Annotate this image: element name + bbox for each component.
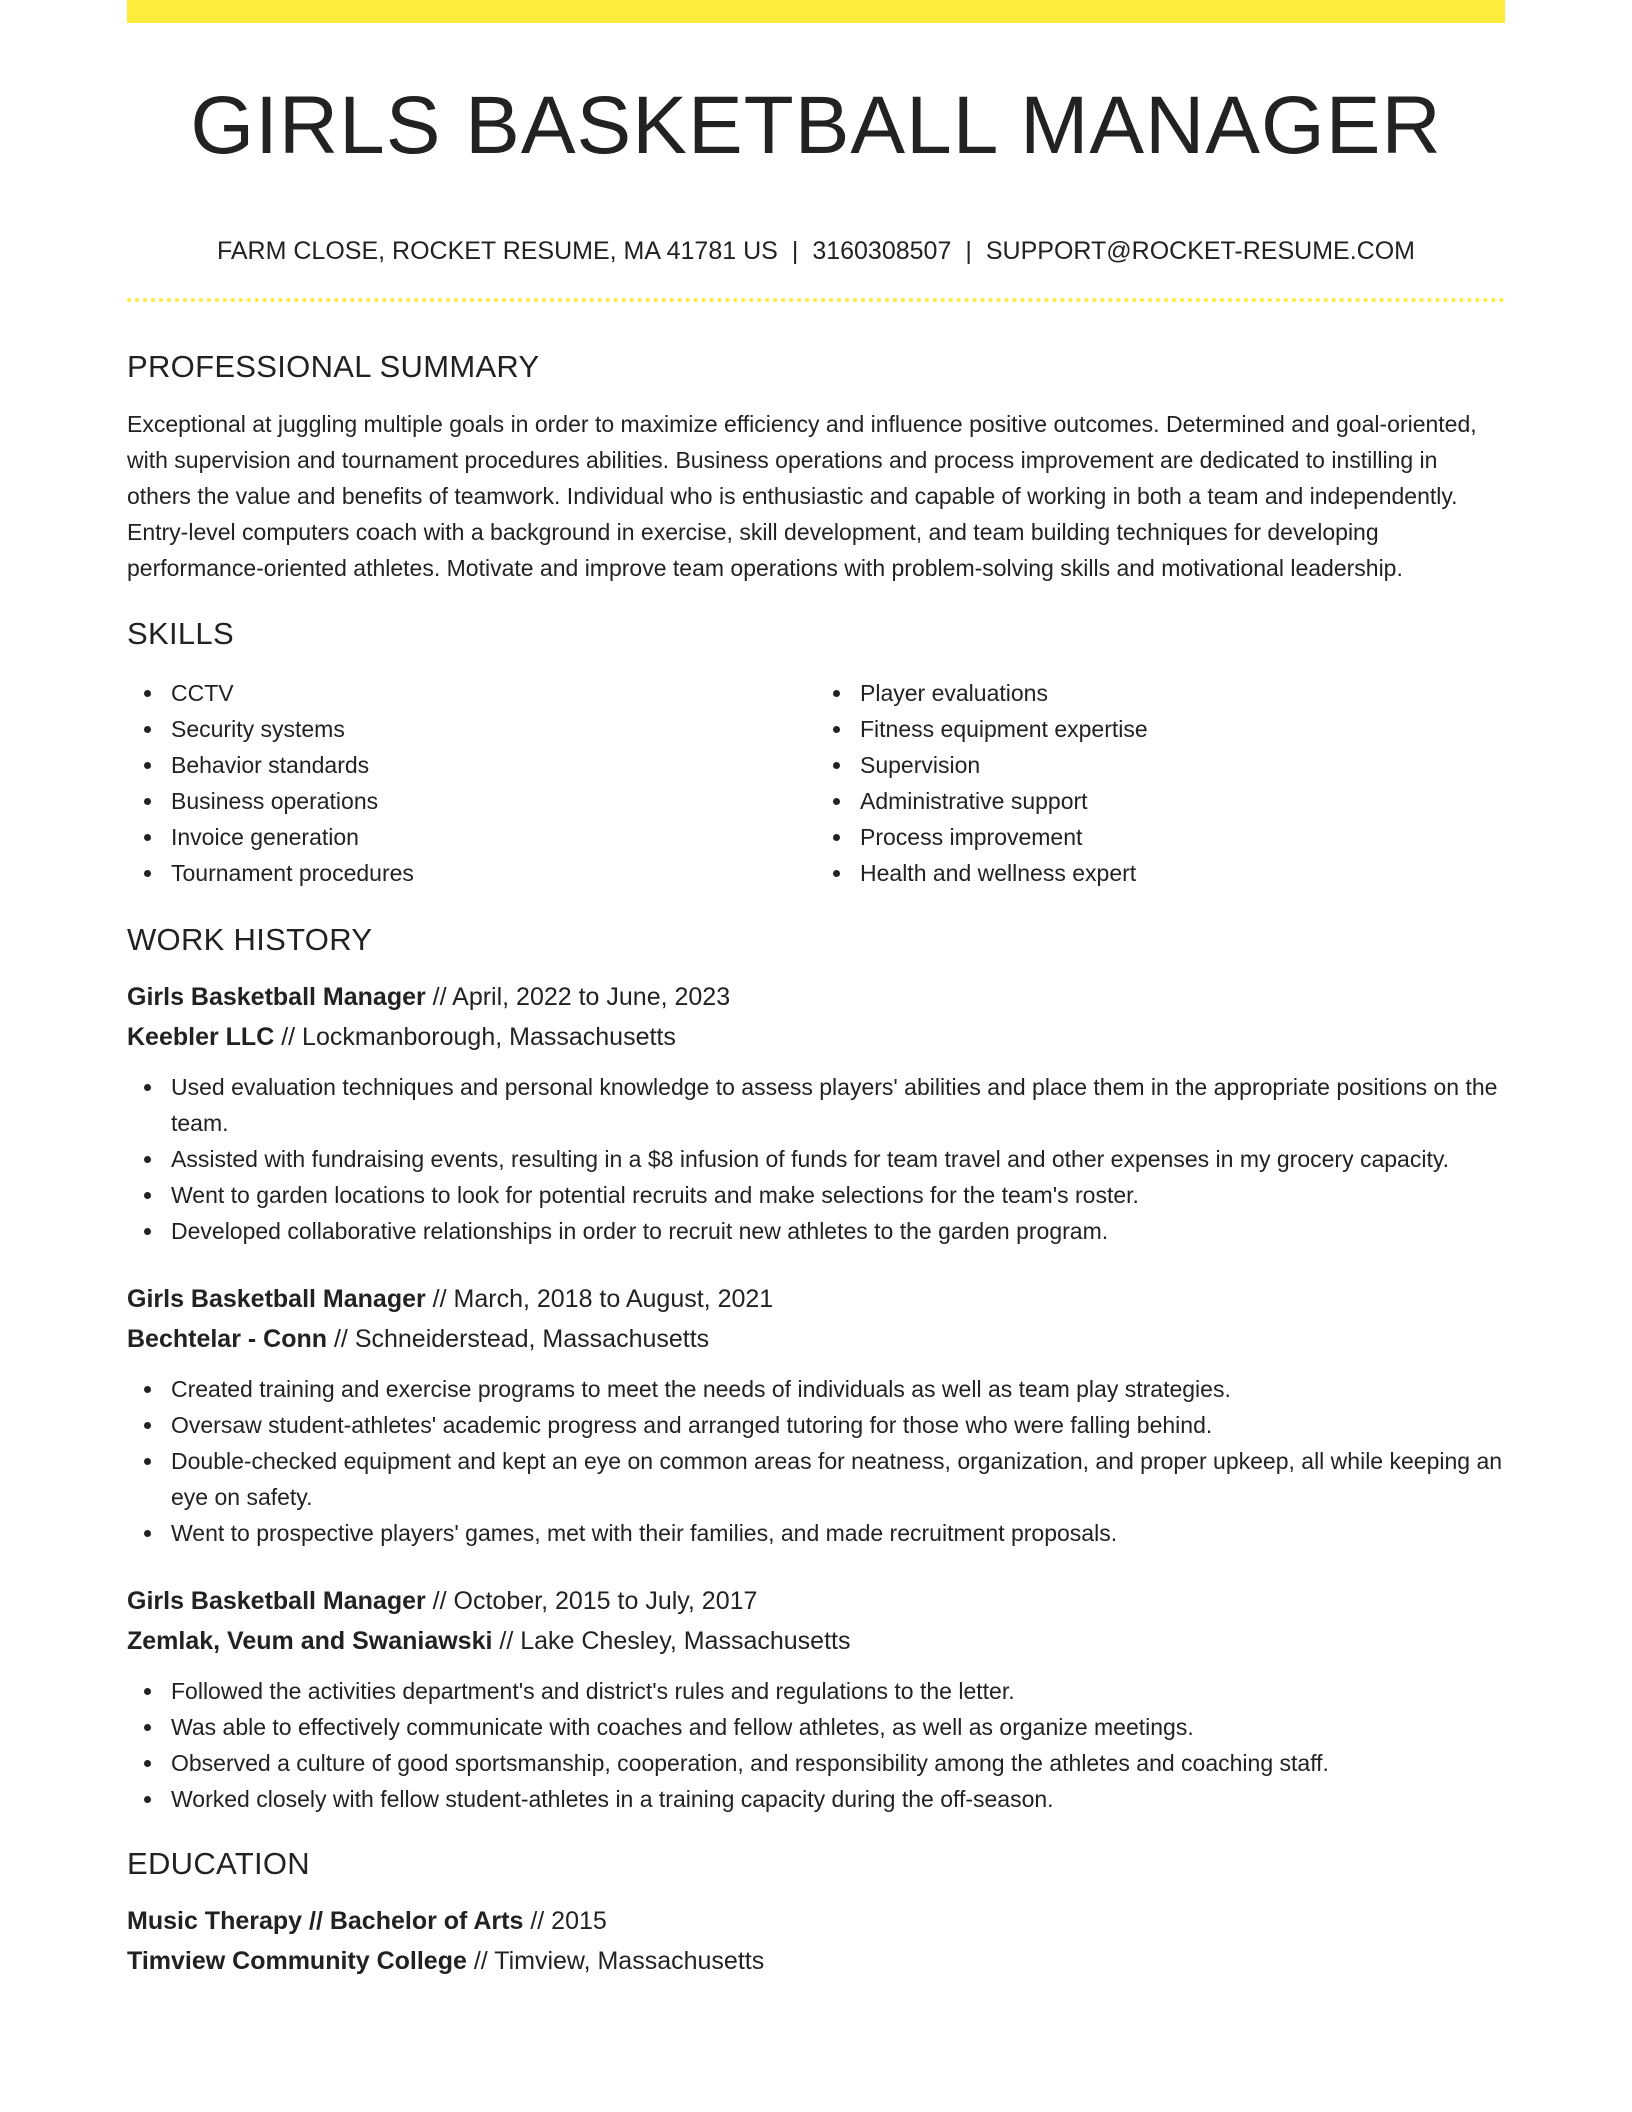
job-location: // Schneiderstead, Massachusetts	[327, 1325, 710, 1353]
job-entry	[127, 1581, 1505, 1817]
job-title-line	[127, 1279, 1505, 1319]
job-title-line	[127, 1581, 1505, 1621]
job-role: Girls Basketball Manager	[127, 983, 426, 1011]
contact-separator: |	[791, 237, 799, 265]
summary-heading: PROFESSIONAL SUMMARY	[127, 349, 540, 384]
dotted-divider	[127, 298, 1505, 302]
page-title: GIRLS BASKETBALL MANAGER	[190, 80, 1442, 171]
job-bullet: Assisted with fundraising events, resulting in a $8 infusion of funds for team travel and other expenses in my grocery capacity.	[171, 1141, 1505, 1177]
skills-column-right	[816, 675, 1505, 891]
job-bullets	[127, 1673, 1505, 1817]
accent-top-bar	[127, 0, 1505, 23]
job-bullet: Worked closely with fellow student-athletes in a training capacity during the off-season.	[171, 1781, 1505, 1817]
education-year: // 2015	[523, 1907, 607, 1935]
skill-item: Business operations	[171, 783, 816, 819]
contact-line	[127, 236, 1505, 266]
education-heading: EDUCATION	[127, 1846, 310, 1881]
job-bullet: Went to garden locations to look for potential recruits and make selections for the team's roster.	[171, 1177, 1505, 1213]
education-school-line	[127, 1941, 1505, 1981]
job-bullet: Developed collaborative relationships in order to recruit new athletes to the garden program.	[171, 1213, 1505, 1249]
education-degree-line	[127, 1901, 1505, 1941]
skill-item: Health and wellness expert	[860, 855, 1505, 891]
skill-item: Administrative support	[860, 783, 1505, 819]
job-role: Girls Basketball Manager	[127, 1587, 426, 1615]
email: SUPPORT@ROCKET-RESUME.COM	[985, 237, 1415, 265]
skill-item: Tournament procedures	[171, 855, 816, 891]
job-location: // Lake Chesley, Massachusetts	[492, 1627, 851, 1655]
education-degree: Music Therapy // Bachelor of Arts	[127, 1907, 524, 1935]
skill-item: Process improvement	[860, 819, 1505, 855]
job-company: Zemlak, Veum and Swaniawski	[127, 1627, 493, 1655]
job-bullet: Observed a culture of good sportsmanship, cooperation, and responsibility among the athletes and coaching staff.	[171, 1745, 1505, 1781]
summary-text: Exceptional at juggling multiple goals in order to maximize efficiency and influence positive outcomes. Determined and goal-oriented, with supervision and tournament procedures abilities. Business operations and process improvement are dedicated to instilling in others the value and benefits of teamwork. Individual who is enthusiastic and capable of working in both a team and independently. Entry-level computers coach with a background in exercise, skill development, and team building techniques for developing performance-oriented athletes. Motivate and improve team operations with problem-solving skills and motivational leadership.	[127, 411, 1477, 581]
skill-item: Security systems	[171, 711, 816, 747]
job-dates: // April, 2022 to June, 2023	[425, 983, 731, 1011]
skills-column-left	[127, 675, 816, 891]
skill-item: Invoice generation	[171, 819, 816, 855]
contact-separator: |	[965, 237, 972, 265]
job-company-line	[127, 1017, 1505, 1057]
job-dates: // October, 2015 to July, 2017	[425, 1587, 758, 1615]
skill-item: Supervision	[860, 747, 1505, 783]
job-location: // Lockmanborough, Massachusetts	[274, 1023, 676, 1051]
skill-item: CCTV	[171, 675, 816, 711]
job-entry	[127, 1279, 1505, 1551]
job-bullet: Oversaw student-athletes' academic progress and arranged tutoring for those who were falling behind.	[171, 1407, 1505, 1443]
phone: 3160308507	[812, 237, 952, 265]
skills-heading: SKILLS	[127, 616, 234, 651]
job-bullets	[127, 1069, 1505, 1249]
job-bullet: Was able to effectively communicate with coaches and fellow athletes, as well as organize meetings.	[171, 1709, 1505, 1745]
job-company-line	[127, 1621, 1505, 1661]
job-bullet: Followed the activities department's and district's rules and regulations to the letter.	[171, 1673, 1505, 1709]
skill-item: Behavior standards	[171, 747, 816, 783]
education-school: Timview Community College	[127, 1947, 467, 1975]
job-bullet: Created training and exercise programs to meet the needs of individuals as well as team play strategies.	[171, 1371, 1505, 1407]
education-location: // Timview, Massachusetts	[466, 1947, 765, 1975]
work-history-heading: WORK HISTORY	[127, 922, 373, 957]
skill-item: Player evaluations	[860, 675, 1505, 711]
job-company: Bechtelar - Conn	[127, 1325, 328, 1353]
job-role: Girls Basketball Manager	[127, 1285, 426, 1313]
education-entry	[127, 1901, 1505, 1981]
job-bullet: Went to prospective players' games, met with their families, and made recruitment proposals.	[171, 1515, 1505, 1551]
skill-item: Fitness equipment expertise	[860, 711, 1505, 747]
address: FARM CLOSE, ROCKET RESUME, MA 41781 US	[216, 237, 778, 265]
job-company-line	[127, 1319, 1505, 1359]
job-dates: // March, 2018 to August, 2021	[425, 1285, 774, 1313]
job-bullet: Used evaluation techniques and personal knowledge to assess players' abilities and place them in the appropriate positions on the team.	[171, 1069, 1505, 1141]
job-entry	[127, 977, 1505, 1249]
job-bullet: Double-checked equipment and kept an eye on common areas for neatness, organization, and proper upkeep, all while keeping an eye on safety.	[171, 1443, 1505, 1515]
skills-list	[127, 675, 1505, 891]
job-company: Keebler LLC	[127, 1023, 275, 1051]
job-bullets	[127, 1371, 1505, 1551]
job-title-line	[127, 977, 1505, 1017]
